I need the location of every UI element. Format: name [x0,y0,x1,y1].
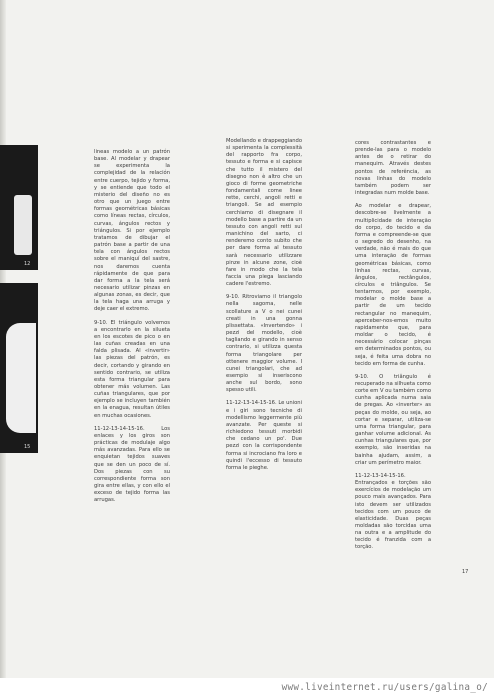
text-column-portuguese [355,140,431,558]
paragraph: 9-10. Ritroviamo il triangolo nella sagoma, nelle scollature a V o nei cunei creati in una gonna plissettata. «Invertendo» i pezzi del modello, cioè tagliando e girando in senso contrario, si utilizza questa forma triangolare per ottenere maggior volume. I cunei triangolari, che ad esempio si inseriscono anche sul bordo, sono spesso utili. [226,294,302,394]
watermark-url: www.liveinternet.ru/users/galina_o/ [281,682,488,693]
page-number: 17 [462,569,469,575]
paragraph: lineas modelo a un patrón base. Al modelar y drapear se experimenta la complejidad de la relación entre cuerpo, tejido y forma, y se entiende que todo el misterio del diseño no es otro que un juego entre formas geométricas básicas como líneas rectas, círculos, curvas, ángulos rectos y triángulos. Si por ejemplo tratamos de dibujar el patrón base a partir de una tela con ángulos rectos sobre el maniquí del sastre, nos daremos cuenta rápidamente de que para dar forma a la tela será necesario utilizar pinzas en algunas zonas, es decir, que la tela haga una arruga y deje caer el extremo. [94,149,170,313]
photo-thumbnail-15 [0,283,38,453]
paragraph: 11-12-13-14-15-16. Entrançados e torções são exercícios de modelação um pouco mais avançados. Para isto devem ser utilizados tecidos com um pouco de elasticidade. Duas peças moldadas são torcidas uma na outra e a amplitude do tecido é franzida com a torção. [355,472,431,551]
garment-photo [14,195,32,255]
figure-number: 12 [24,261,31,267]
paragraph: 11-12-13-14-15-16. Los enlaces y los giros son prácticas de modulaje algo más avanzadas. Para ello se enquietan tejidos suaves que se den un poco de sí. Dos piezas con su correspondiente forma son gira entre ellas, y con ello el exceso de tejido forma las arrugas. [94,425,170,504]
text-column-spanish [94,149,170,511]
paragraph: cores contrastantes e prende-las para o modelo antes de o retirar do manequim. Através destes pontos de referência, as novas linhas do modelo também podem ser integradas num molde base. [355,140,431,197]
paragraph: Ao modelar e drapear, descobre-se livelmente a multiplicidade de interação do corpo, do tecido e da forma e compreende-se que o segredo do desenho, na verdade, não é mais do que uma interação de formas geométricas básicas, como linhas rectas, curvas, ângulos, rectângulos, círculos e triângulos. Se tentarmos, por exemplo, modelar o molde base a partir de um tecido rectangular no manequim, aperceber-nos-emos muito rapidamente que, para moldar o tecido, é necessário colocar pinças em determinados pontos, ou seja, é feita uma dobra no tecido em forma de cunha. [355,203,431,367]
garment-photo [6,323,36,433]
text-column-italian [226,138,302,478]
figure-number: 15 [24,444,31,450]
paragraph: 9-10. El triángulo volvemos a encontrarlo en la silueta en los escotes de pico o en las cuñas creadas en una falda plisada. Al «invertir» las piezas del patrón, es decir, cortando y girando en sentido contrario, se utiliza esta forma triangular para obtener más volumen. Las cuñas triangulares, que por ejemplo se incluyen también en la enagua, resultan útiles en muchas ocasiones. [94,319,170,419]
photo-thumbnail-12 [0,145,38,270]
paragraph: 11-12-13-14-15-16. Le unioni e i giri sono tecniche di modellismo leggermente più avanzate. Per queste si richiedono tessuti morbidi che cedano un po'. Due pezzi con la corrispondente forma si incrociano fra loro e quindi l'eccesso di tessuto forma le pieghe. [226,400,302,471]
paragraph: 9-10. O triângulo é recuperado na silhueta como corte em V ou também como cunha aplicada numa saia de pregas. Ao «inverter» as peças do molde, ou seja, ao cortar e separar, utiliza-se uma forma triangular, para ganhar volume adicional. As cunhas triangulares que, por exemplo, são inseridas na bainha ajudam, assim, a criar um perímetro maior. [355,373,431,466]
paragraph: Modellando e drappeggiando si sperimenta la complessità del rapporto fra corpo, tessuto e forma e si capisce che tutto il mistero del disegno non è altro che un gioco di forme geometriche fondamentali come linee rette, cerchi, angoli retti e triangoli. Se ad esempio cerchiamo di disegnare il modello base a partire da un tessuto con angoli retti sul manichino del sarto, ci renderemo conto subito che per dare forma al tessuto sarà necessario utilizzare pinze in alcune zone, cioè fare in modo che la tela faccia una piega lasciando cadere l'estremo. [226,138,302,288]
